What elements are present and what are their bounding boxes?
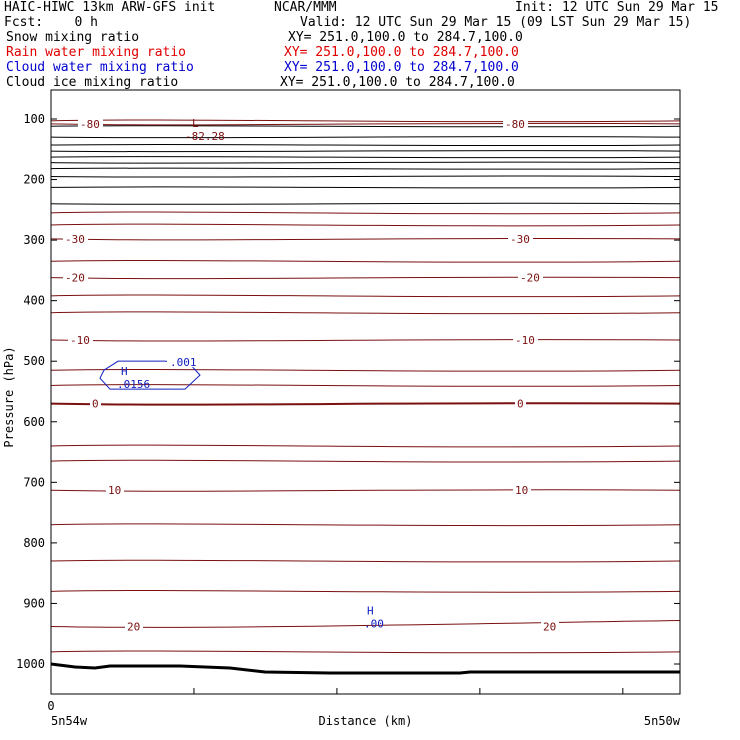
high-value: .00	[364, 617, 384, 631]
temperature-contour-line	[51, 224, 680, 226]
init-time: Init: 12 UTC Sun 29 Mar 15	[515, 0, 719, 15]
x-axis-title: Distance (km)	[318, 714, 413, 728]
plot-frame	[51, 90, 680, 694]
terrain-surface	[51, 664, 680, 673]
temperature-contour-line	[51, 651, 680, 653]
isoline	[51, 187, 680, 188]
temperature-contour-line	[51, 212, 680, 214]
y-tick-label: 700	[23, 475, 45, 490]
cloud-water-high-value: .0156	[117, 378, 151, 392]
legend-snow-xy: XY= 251.0,100.0 to 284.7,100.0	[288, 30, 523, 45]
isoline	[51, 144, 680, 145]
y-tick-label: 300	[23, 233, 45, 248]
temperature-contour-line	[51, 490, 680, 491]
contour-label: 10	[108, 484, 122, 498]
y-tick-label: 400	[23, 293, 45, 308]
contour-label: 0	[92, 397, 99, 411]
legend-cloud-ice-xy: XY= 251.0,100.0 to 284.7,100.0	[280, 75, 515, 90]
high-marker: H	[367, 604, 374, 618]
x-left-location: 5n54w	[51, 714, 88, 728]
temperature-contour-line	[51, 277, 680, 278]
x-origin-label: 0	[47, 699, 55, 713]
y-tick-label: 100	[23, 112, 45, 126]
isoline	[51, 157, 680, 158]
low-value: -82.28	[185, 129, 225, 143]
contour-label: -30	[510, 232, 530, 246]
isoline	[51, 168, 680, 169]
contour-label: -80	[505, 117, 525, 131]
terrain-line	[51, 664, 680, 673]
isoline	[51, 151, 680, 152]
isoline	[51, 137, 680, 138]
contour-label: -30	[65, 232, 85, 246]
temperature-contour-line	[51, 120, 680, 122]
y-axis-title: Pressure (hPa)	[2, 346, 16, 448]
y-tick-label: 200	[23, 172, 45, 187]
legend-rain: Rain water mixing ratio	[6, 45, 187, 60]
temperature-contour-line	[51, 369, 680, 371]
contour-label: -20	[520, 271, 540, 285]
temperature-contours	[51, 123, 680, 627]
forecast-hour: Fcst: 0 h	[4, 15, 98, 30]
temperature-contour-line	[51, 260, 680, 262]
isoline	[51, 162, 680, 163]
temperature-contour-line	[51, 460, 680, 462]
low-marker: L	[192, 116, 199, 130]
legend-cloud-water-xy: XY= 251.0,100.0 to 284.7,100.0	[284, 60, 519, 75]
temperature-contour-line	[51, 312, 680, 314]
x-right-location: 5n50w	[643, 714, 680, 728]
title-left: HAIC-HIWC 13km ARW-GFS init	[4, 0, 216, 15]
legend-cloud-water: Cloud water mixing ratio	[6, 60, 194, 75]
contour-label: 20	[543, 620, 557, 634]
isoline	[51, 176, 680, 177]
isoline	[51, 126, 680, 127]
y-tick-label: 500	[23, 354, 45, 369]
temperature-contour-line	[51, 445, 680, 447]
legend-cloud-ice: Cloud ice mixing ratio	[6, 75, 179, 90]
title-mid: NCAR/MMM	[274, 0, 337, 15]
valid-time: Valid: 12 UTC Sun 29 Mar 15 (09 LST Sun 29 Mar 15)	[300, 15, 692, 30]
cloud-water-high-marker: H	[121, 365, 128, 379]
contour-label: -80	[80, 117, 100, 131]
temperature-contour-line	[51, 590, 680, 592]
y-tick-label: 900	[23, 596, 45, 611]
y-tick-label: 1000	[16, 657, 45, 671]
contour-label: -10	[70, 334, 90, 348]
temperature-contour-line	[51, 295, 680, 297]
temperature-contour-line	[51, 403, 680, 404]
contour-label: -10	[515, 334, 535, 348]
temperature-contour-line	[51, 524, 680, 526]
legend-snow: Snow mixing ratio	[6, 30, 140, 45]
y-tick-label: 600	[23, 414, 45, 429]
temperature-contour-line	[51, 340, 680, 341]
y-tick-label: 800	[23, 535, 45, 550]
contour-label: 10	[515, 484, 529, 498]
contour-label: -20	[65, 271, 85, 285]
legend-rain-xy: XY= 251.0,100.0 to 284.7,100.0	[284, 45, 519, 60]
contour-label: 20	[127, 620, 141, 634]
contour-label: 0	[517, 397, 524, 411]
contour-labels	[63, 117, 559, 634]
temperature-contour-line	[51, 238, 680, 239]
temperature-contour-line	[51, 560, 680, 562]
isoline	[51, 203, 680, 204]
plot-border	[51, 90, 680, 694]
cloud-water-contour-label: .001	[170, 356, 197, 370]
temperature-contour-line	[51, 123, 680, 124]
